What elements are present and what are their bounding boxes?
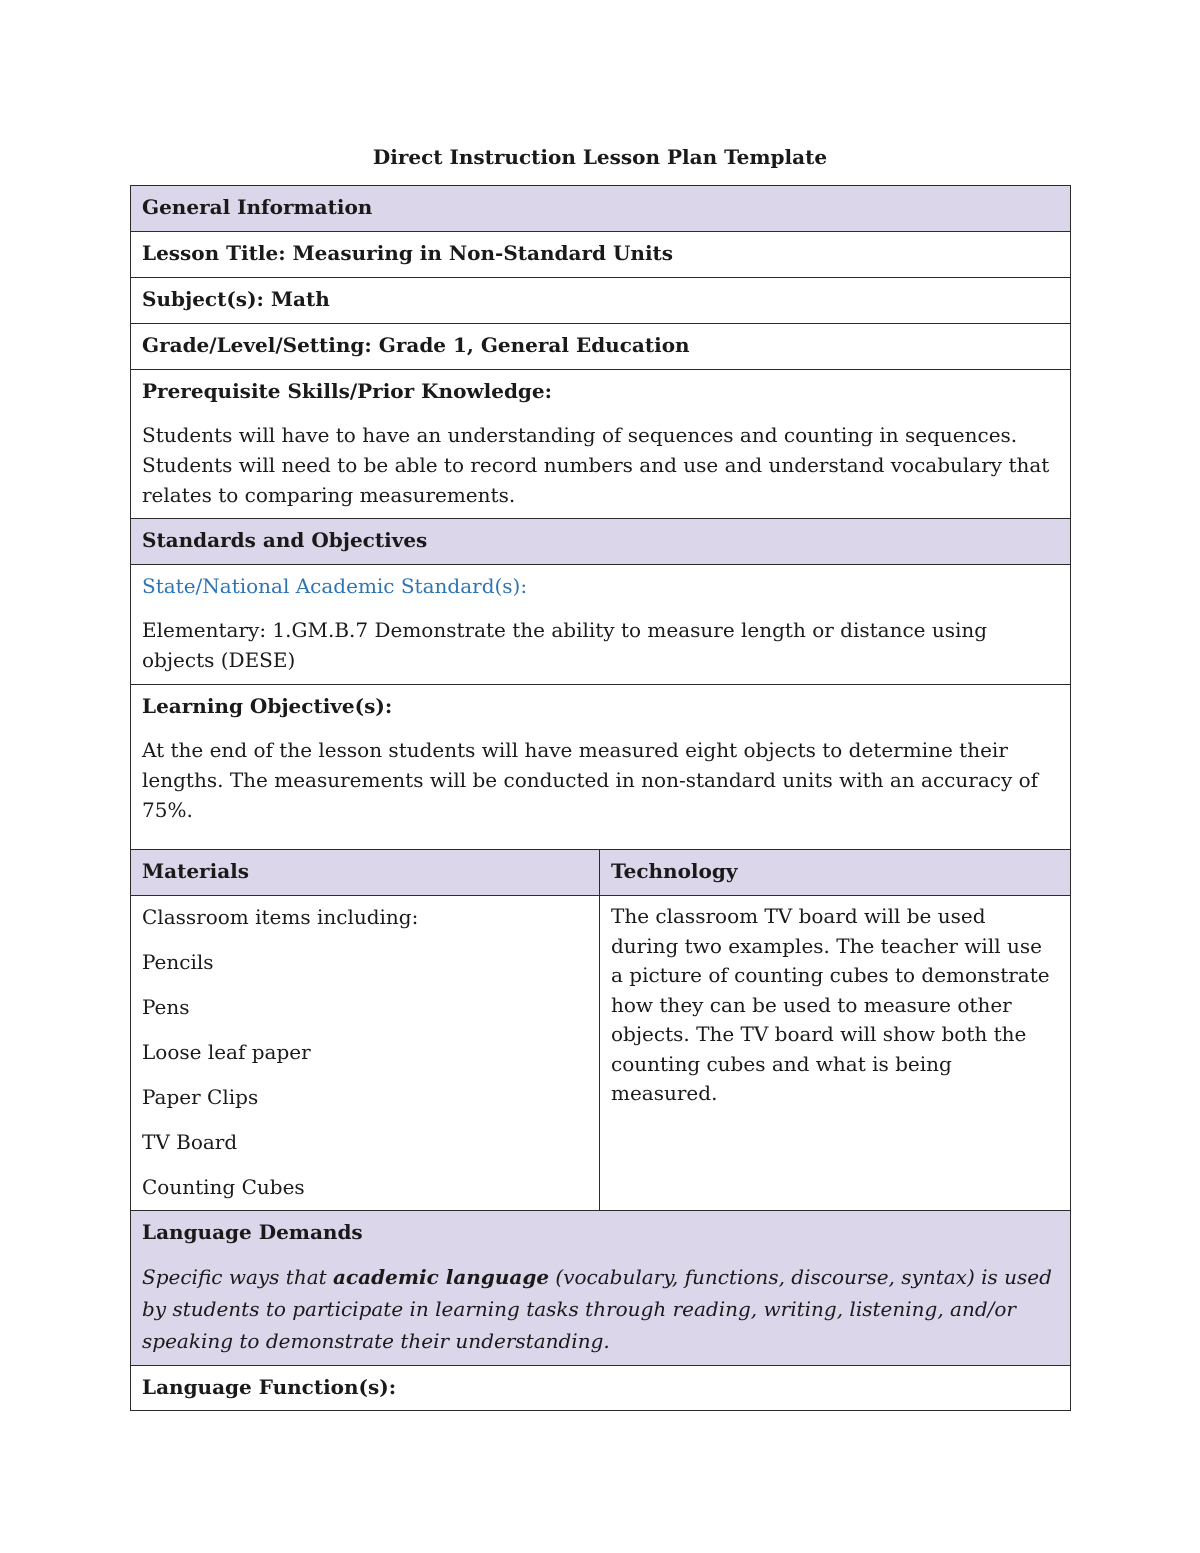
grade-row	[131, 324, 1071, 370]
technology-heading: Technology	[600, 850, 1071, 896]
lesson-title: Lesson Title: Measuring in Non-Standard Units	[131, 232, 1071, 278]
academic-language-term: academic language	[333, 1265, 550, 1289]
list-item: Counting Cubes	[142, 1175, 305, 1199]
lesson-plan-table	[130, 185, 1071, 1411]
language-demands-cell	[131, 1211, 1071, 1366]
general-info-row	[131, 186, 1071, 232]
prereq-cell	[131, 370, 1071, 519]
list-item: Paper Clips	[142, 1085, 259, 1109]
materials-tech-header-row	[131, 850, 1071, 896]
language-function-row	[131, 1366, 1071, 1411]
state-standard-row	[131, 565, 1071, 685]
language-demands-row	[131, 1211, 1071, 1366]
prereq-label: Prerequisite Skills/Prior Knowledge:	[142, 379, 553, 403]
technology-text: The classroom TV board will be used during two examples. The teacher will use a picture of counting cubes to demonstrate how they can be used to measure other objects. The TV board will show both the counting cubes and what is being measured.	[611, 904, 1050, 1105]
lesson-title-row	[131, 232, 1071, 278]
prereq-row	[131, 370, 1071, 519]
objective-label: Learning Objective(s):	[142, 694, 393, 718]
standards-heading: Standards and Objectives	[131, 519, 1071, 565]
list-item: Loose leaf paper	[142, 1040, 311, 1064]
subject: Subject(s): Math	[131, 278, 1071, 324]
standards-row	[131, 519, 1071, 565]
list-item: Pens	[142, 995, 190, 1019]
standard-text: Elementary: 1.GM.B.7 Demonstrate the ability to measure length or distance using objects (DESE)	[142, 618, 988, 672]
materials-intro: Classroom items including:	[142, 905, 419, 929]
language-desc-before: Specific ways that	[142, 1265, 334, 1289]
objective-row	[131, 685, 1071, 850]
objective-text: At the end of the lesson students will have measured eight objects to determine their lengths. The measurements will be conducted in non-standard units with an accuracy of 75%.	[142, 738, 1039, 822]
language-demands-heading: Language Demands	[142, 1220, 363, 1244]
page-title: Direct Instruction Lesson Plan Template	[372, 145, 828, 169]
objective-cell	[131, 685, 1071, 850]
state-standard-cell	[131, 565, 1071, 685]
subject-row	[131, 278, 1071, 324]
technology-cell	[600, 896, 1071, 1211]
list-item: TV Board	[142, 1130, 238, 1154]
materials-tech-row	[131, 896, 1071, 1211]
prereq-text: Students will have to have an understanding of sequences and counting in sequences. Students will need to be able to record numbers and use and understand vocabulary that relates to comparing measurements.	[142, 423, 1050, 507]
materials-list	[142, 902, 588, 1202]
list-item: Pencils	[142, 950, 214, 974]
state-standard-label: State/National Academic Standard(s):	[142, 574, 528, 598]
general-info-heading: General Information	[131, 186, 1071, 232]
materials-heading: Materials	[131, 850, 600, 896]
grade-level-setting: Grade/Level/Setting: Grade 1, General Education	[131, 324, 1071, 370]
language-function-label: Language Function(s):	[131, 1366, 1071, 1411]
materials-cell	[131, 896, 600, 1211]
language-demands-description	[142, 1261, 1059, 1357]
language-desc-after: (vocabulary, functions, discourse, syntax) is used by students to participate in learning tasks through reading, writing, listening, and/or speaking to demonstrate their understanding.	[142, 1265, 1052, 1353]
